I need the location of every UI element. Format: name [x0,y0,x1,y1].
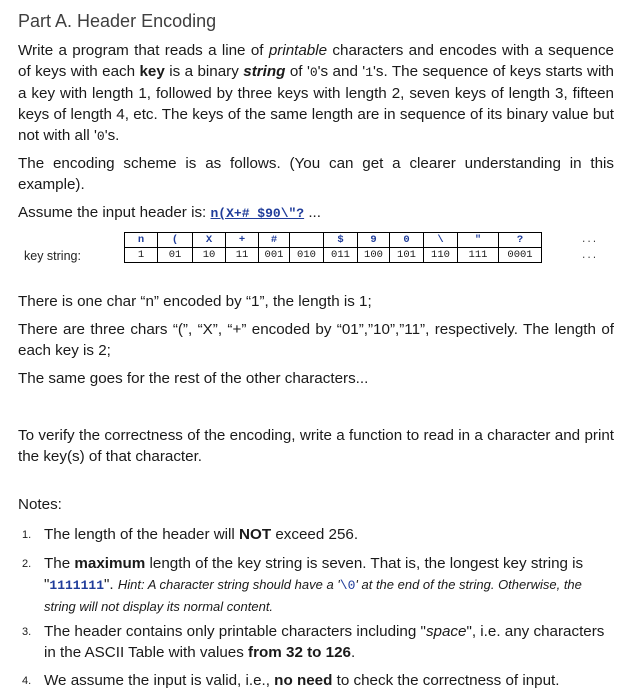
key-cell: 101 [390,248,424,263]
intro-one: 1 [365,65,374,80]
note-3 [22,621,614,663]
note-emphasis: maximum [74,555,146,572]
key-cell: 010 [290,248,324,263]
key-row [125,248,542,263]
note-emphasis: NOT [239,526,272,543]
char-cell: # [259,233,290,248]
key-cell: 11 [226,248,259,263]
hint-part: ' at the end of the string. Otherwise, the string will not display its normal content. [44,577,582,614]
hint-text [44,577,582,614]
note-2 [22,553,614,617]
key-cell: 111 [458,248,499,263]
char-cell: ? [499,233,542,248]
note-emphasis: from 32 to 126 [248,644,352,661]
intro-string: string [243,63,286,80]
key-cell: 011 [324,248,358,263]
char-row [125,233,542,248]
space-word: space [425,623,467,640]
note-text: to check the correctness of input. [332,672,560,689]
note-text: We assume the input is valid, i.e., [44,672,275,689]
intro-text: 's. The sequence of keys starts with a key with length 1, followed by three keys with length 2, seven keys of length 3, fifteen keys of length 4, etc. The keys of the same length are in sequence of its binary value but not with all ' [18,63,614,144]
note-text: The length of the header will [44,526,240,543]
intro-key: key [139,63,165,80]
intro-zero: 0 [96,129,105,144]
char-cell: " [458,233,499,248]
note-text: length of the key string is seven. That is, the longest key string is " [44,555,584,593]
max-key-string: 1111111 [49,578,105,593]
note-1 [22,524,614,545]
null-terminator: \0 [339,578,356,593]
char-cell: \ [424,233,458,248]
note-number: 4. [22,675,32,687]
intro-text: is a binary [164,63,244,80]
intro-printable: printable [268,42,328,59]
table-continuation-dots: ... [581,235,598,245]
intro-text: 's and ' [317,63,366,80]
key-cell: 0001 [499,248,542,263]
note-emphasis: no need [274,672,333,689]
intro-text: characters and encodes with a sequence of keys with each [18,42,614,80]
encoding-table [124,232,542,263]
char-cell: $ [324,233,358,248]
note-number: 1. [22,529,32,541]
char-cell: + [226,233,259,248]
assume-paragraph [18,202,614,224]
table-continuation-dots: ... [581,251,598,261]
char-cell: 9 [358,233,390,248]
note-number: 3. [22,626,32,638]
note-text: The [44,555,75,572]
intro-text: 's. [104,127,120,144]
key-cell: 001 [259,248,290,263]
key-string-label: key string: [24,249,81,263]
encoding-table-block [18,229,618,269]
explain-line-3: The same goes for the rest of the other characters... [18,370,369,387]
explain-line-1: There is one char “n” encoded by “1”, the length is 1; [18,293,372,310]
key-cell: 01 [158,248,193,263]
note-text: The header contains only printable characters including " [44,623,426,640]
header-example-link[interactable]: n(X+# $90\"? [210,206,305,221]
verify-paragraph: To verify the correctness of the encoding, write a function to read in a character and print the key(s) of that character. [18,427,614,465]
note-text: ". [104,576,118,593]
intro-text: Write a program that reads a line of [18,42,269,59]
assume-ellipsis: ... [304,204,321,221]
char-cell [290,233,324,248]
char-cell: ( [158,233,193,248]
key-cell: 100 [358,248,390,263]
intro-paragraph [18,40,614,147]
explain-line-2: There are three chars “(”, “X”, “+” encoded by “01”,”10”,”11”, respectively. The length of each key is 2; [18,321,614,359]
char-cell: n [125,233,158,248]
note-text: exceed 256. [271,526,359,543]
assume-text: Assume the input header is: [18,204,211,221]
scheme-paragraph: The encoding scheme is as follows. (You can get a clearer understanding in this example). [18,155,614,193]
char-cell: X [193,233,226,248]
section-title: Part A. Header Encoding [18,11,217,31]
key-cell: 110 [424,248,458,263]
note-number: 2. [22,558,32,570]
note-text: . [351,644,356,661]
intro-text: of ' [285,63,310,80]
notes-title: Notes: [18,496,62,513]
hint-part: Hint: A character string should have a ' [117,577,340,592]
key-cell: 10 [193,248,226,263]
char-cell: 0 [390,233,424,248]
note-4 [22,670,614,691]
key-cell: 1 [125,248,158,263]
note-text: ", i.e. any characters in the ASCII Table with values [44,623,605,661]
intro-zero: 0 [309,65,318,80]
